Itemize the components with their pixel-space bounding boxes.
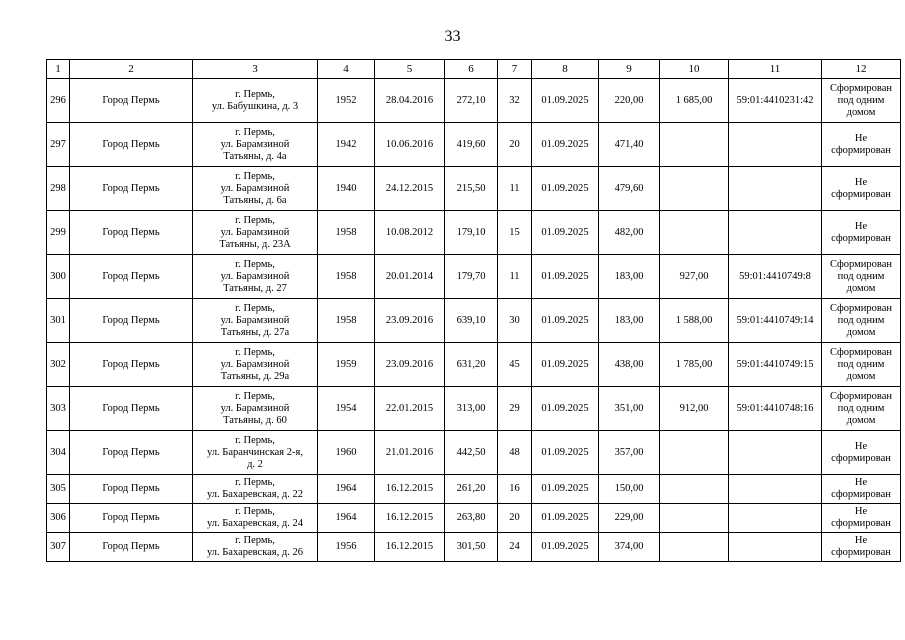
area-cell: 442,50 <box>445 431 498 475</box>
municipality-cell: Город Пермь <box>70 123 193 167</box>
municipality-cell: Город Пермь <box>70 343 193 387</box>
address-cell: г. Пермь, ул. Барамзиной Татьяны, д. 6а <box>193 167 318 211</box>
address-cell: г. Пермь, ул. Барамзиной Татьяны, д. 23А <box>193 211 318 255</box>
deadline-cell: 01.09.2025 <box>532 167 599 211</box>
area-cell: 301,50 <box>445 533 498 562</box>
deadline-cell: 01.09.2025 <box>532 431 599 475</box>
row-number: 300 <box>47 255 70 299</box>
date-cell: 16.12.2015 <box>375 475 445 504</box>
value-cell: 183,00 <box>599 255 660 299</box>
count-cell: 11 <box>498 255 532 299</box>
municipality-cell: Город Пермь <box>70 475 193 504</box>
status-cell: Сформирован под одним домом <box>822 299 901 343</box>
value-cell: 351,00 <box>599 387 660 431</box>
year-cell: 1958 <box>318 299 375 343</box>
address-cell: г. Пермь, ул. Бахаревская, д. 24 <box>193 504 318 533</box>
land-area-cell <box>660 504 729 533</box>
page-number: 33 <box>444 28 461 45</box>
address-cell: г. Пермь, ул. Барамзиной Татьяны, д. 29а <box>193 343 318 387</box>
value-cell: 374,00 <box>599 533 660 562</box>
status-cell: Не сформирован <box>822 533 901 562</box>
status-cell: Сформирован под одним домом <box>822 255 901 299</box>
value-cell: 183,00 <box>599 299 660 343</box>
date-cell: 28.04.2016 <box>375 79 445 123</box>
table-row <box>47 167 901 211</box>
date-cell: 16.12.2015 <box>375 533 445 562</box>
column-header: 12 <box>822 60 901 79</box>
row-number: 298 <box>47 167 70 211</box>
row-number: 306 <box>47 504 70 533</box>
deadline-cell: 01.09.2025 <box>532 533 599 562</box>
year-cell: 1954 <box>318 387 375 431</box>
municipality-cell: Город Пермь <box>70 533 193 562</box>
value-cell: 482,00 <box>599 211 660 255</box>
year-cell: 1952 <box>318 79 375 123</box>
year-cell: 1958 <box>318 255 375 299</box>
date-cell: 10.06.2016 <box>375 123 445 167</box>
cadastral-number-cell <box>729 475 822 504</box>
date-cell: 23.09.2016 <box>375 343 445 387</box>
count-cell: 29 <box>498 387 532 431</box>
deadline-cell: 01.09.2025 <box>532 475 599 504</box>
land-area-cell: 1 588,00 <box>660 299 729 343</box>
value-cell: 479,60 <box>599 167 660 211</box>
deadline-cell: 01.09.2025 <box>532 387 599 431</box>
row-number: 305 <box>47 475 70 504</box>
value-cell: 357,00 <box>599 431 660 475</box>
year-cell: 1964 <box>318 504 375 533</box>
table-row <box>47 387 901 431</box>
column-header: 9 <box>599 60 660 79</box>
table-row <box>47 533 901 562</box>
cadastral-number-cell <box>729 504 822 533</box>
deadline-cell: 01.09.2025 <box>532 343 599 387</box>
count-cell: 45 <box>498 343 532 387</box>
cadastral-number-cell <box>729 431 822 475</box>
status-cell: Не сформирован <box>822 475 901 504</box>
area-cell: 631,20 <box>445 343 498 387</box>
area-cell: 639,10 <box>445 299 498 343</box>
municipality-cell: Город Пермь <box>70 504 193 533</box>
address-cell: г. Пермь, ул. Барамзиной Татьяны, д. 4а <box>193 123 318 167</box>
row-number: 302 <box>47 343 70 387</box>
cadastral-number-cell <box>729 123 822 167</box>
status-cell: Не сформирован <box>822 123 901 167</box>
status-cell: Сформирован под одним домом <box>822 387 901 431</box>
land-area-cell <box>660 167 729 211</box>
status-cell: Сформирован под одним домом <box>822 79 901 123</box>
count-cell: 30 <box>498 299 532 343</box>
column-header: 5 <box>375 60 445 79</box>
row-number: 299 <box>47 211 70 255</box>
status-cell: Не сформирован <box>822 431 901 475</box>
land-area-cell: 1 685,00 <box>660 79 729 123</box>
municipality-cell: Город Пермь <box>70 299 193 343</box>
table-row <box>47 504 901 533</box>
address-cell: г. Пермь, ул. Бахаревская, д. 22 <box>193 475 318 504</box>
year-cell: 1964 <box>318 475 375 504</box>
column-header: 10 <box>660 60 729 79</box>
municipality-cell: Город Пермь <box>70 387 193 431</box>
table-row <box>47 299 901 343</box>
address-cell: г. Пермь, ул. Барамзиной Татьяны, д. 27 <box>193 255 318 299</box>
count-cell: 32 <box>498 79 532 123</box>
status-cell: Не сформирован <box>822 211 901 255</box>
column-header: 3 <box>193 60 318 79</box>
row-number: 296 <box>47 79 70 123</box>
table-row <box>47 255 901 299</box>
value-cell: 220,00 <box>599 79 660 123</box>
land-area-cell <box>660 475 729 504</box>
date-cell: 16.12.2015 <box>375 504 445 533</box>
row-number: 304 <box>47 431 70 475</box>
table-row <box>47 79 901 123</box>
table-row <box>47 343 901 387</box>
address-cell: г. Пермь, ул. Барамзиной Татьяны, д. 27а <box>193 299 318 343</box>
value-cell: 471,40 <box>599 123 660 167</box>
column-header: 1 <box>47 60 70 79</box>
year-cell: 1958 <box>318 211 375 255</box>
table-row <box>47 123 901 167</box>
table-row <box>47 211 901 255</box>
year-cell: 1940 <box>318 167 375 211</box>
table-row <box>47 431 901 475</box>
cadastral-number-cell: 59:01:4410749:14 <box>729 299 822 343</box>
date-cell: 24.12.2015 <box>375 167 445 211</box>
land-area-cell <box>660 123 729 167</box>
deadline-cell: 01.09.2025 <box>532 504 599 533</box>
land-area-cell: 1 785,00 <box>660 343 729 387</box>
municipality-cell: Город Пермь <box>70 167 193 211</box>
area-cell: 179,10 <box>445 211 498 255</box>
row-number: 307 <box>47 533 70 562</box>
count-cell: 20 <box>498 504 532 533</box>
table-row <box>47 475 901 504</box>
area-cell: 272,10 <box>445 79 498 123</box>
count-cell: 11 <box>498 167 532 211</box>
registry-table <box>46 59 901 562</box>
address-cell: г. Пермь, ул. Барамзиной Татьяны, д. 60 <box>193 387 318 431</box>
area-cell: 313,00 <box>445 387 498 431</box>
count-cell: 48 <box>498 431 532 475</box>
land-area-cell <box>660 211 729 255</box>
column-header: 6 <box>445 60 498 79</box>
area-cell: 263,80 <box>445 504 498 533</box>
cadastral-number-cell: 59:01:4410749:15 <box>729 343 822 387</box>
date-cell: 23.09.2016 <box>375 299 445 343</box>
row-number: 301 <box>47 299 70 343</box>
value-cell: 150,00 <box>599 475 660 504</box>
cadastral-number-cell: 59:01:4410231:42 <box>729 79 822 123</box>
area-cell: 419,60 <box>445 123 498 167</box>
land-area-cell <box>660 431 729 475</box>
area-cell: 261,20 <box>445 475 498 504</box>
count-cell: 20 <box>498 123 532 167</box>
column-header: 4 <box>318 60 375 79</box>
column-header: 8 <box>532 60 599 79</box>
status-cell: Не сформирован <box>822 167 901 211</box>
address-cell: г. Пермь, ул. Бабушкина, д. 3 <box>193 79 318 123</box>
cadastral-number-cell: 59:01:4410748:16 <box>729 387 822 431</box>
cadastral-number-cell <box>729 211 822 255</box>
row-number: 303 <box>47 387 70 431</box>
cadastral-number-cell: 59:01:4410749:8 <box>729 255 822 299</box>
value-cell: 438,00 <box>599 343 660 387</box>
column-header: 7 <box>498 60 532 79</box>
land-area-cell: 927,00 <box>660 255 729 299</box>
date-cell: 22.01.2015 <box>375 387 445 431</box>
year-cell: 1959 <box>318 343 375 387</box>
year-cell: 1956 <box>318 533 375 562</box>
column-header: 2 <box>70 60 193 79</box>
count-cell: 16 <box>498 475 532 504</box>
municipality-cell: Город Пермь <box>70 211 193 255</box>
area-cell: 215,50 <box>445 167 498 211</box>
municipality-cell: Город Пермь <box>70 79 193 123</box>
land-area-cell <box>660 533 729 562</box>
header-row <box>47 60 901 79</box>
address-cell: г. Пермь, ул. Баранчинская 2-я, д. 2 <box>193 431 318 475</box>
cadastral-number-cell <box>729 533 822 562</box>
status-cell: Не сформирован <box>822 504 901 533</box>
land-area-cell: 912,00 <box>660 387 729 431</box>
area-cell: 179,70 <box>445 255 498 299</box>
date-cell: 21.01.2016 <box>375 431 445 475</box>
deadline-cell: 01.09.2025 <box>532 299 599 343</box>
count-cell: 15 <box>498 211 532 255</box>
row-number: 297 <box>47 123 70 167</box>
municipality-cell: Город Пермь <box>70 255 193 299</box>
municipality-cell: Город Пермь <box>70 431 193 475</box>
column-header: 11 <box>729 60 822 79</box>
date-cell: 10.08.2012 <box>375 211 445 255</box>
year-cell: 1942 <box>318 123 375 167</box>
year-cell: 1960 <box>318 431 375 475</box>
address-cell: г. Пермь, ул. Бахаревская, д. 26 <box>193 533 318 562</box>
deadline-cell: 01.09.2025 <box>532 255 599 299</box>
deadline-cell: 01.09.2025 <box>532 211 599 255</box>
deadline-cell: 01.09.2025 <box>532 79 599 123</box>
deadline-cell: 01.09.2025 <box>532 123 599 167</box>
status-cell: Сформирован под одним домом <box>822 343 901 387</box>
cadastral-number-cell <box>729 167 822 211</box>
value-cell: 229,00 <box>599 504 660 533</box>
date-cell: 20.01.2014 <box>375 255 445 299</box>
count-cell: 24 <box>498 533 532 562</box>
